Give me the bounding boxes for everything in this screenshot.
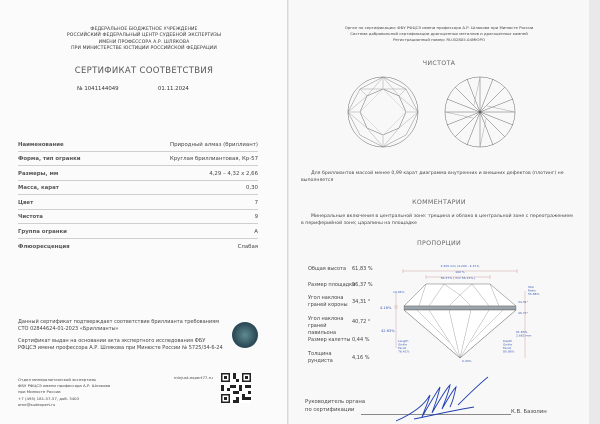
certificate-title: СЕРТИФИКАТ СООТВЕТСТВИЯ	[74, 66, 214, 76]
certificate-number: № 1041144049	[77, 86, 119, 92]
website-link[interactable]: minjust-expert77.ru	[174, 375, 213, 380]
organization-header	[0, 27, 288, 53]
contact-line: Отдел минералогической экспертизы	[18, 377, 97, 382]
row-label: Размеры, мм	[18, 170, 59, 177]
proportion-value: 4,16 %	[352, 355, 370, 361]
row-value: 0,30	[245, 185, 258, 191]
clarity-note: Для бриллиантов массой менее 0,99 карат диаграмма внутренних и внешних дефектов (плотинг) не выполняется	[301, 171, 564, 183]
table-row	[18, 210, 258, 225]
qr-code-icon[interactable]	[221, 373, 251, 403]
row-value: 9	[254, 214, 258, 220]
row-label: Наименование	[18, 141, 64, 148]
row-label: Масса, карат	[18, 185, 59, 191]
total-depth-label: 61.83% 2.662 mm	[516, 330, 532, 338]
compliance-statement: Данный сертификат подтверждает соответствие бриллианта требованиям СТО 02844624-01-2023 «Бриллианты»	[18, 319, 219, 332]
row-value: Слабая	[237, 244, 258, 250]
crown-angle-label: 34.31°	[518, 300, 529, 304]
row-value: А	[254, 228, 258, 235]
row-label: Цвет	[18, 199, 34, 206]
crown-view-icon	[348, 77, 418, 147]
header-line: ПРИ МИНИСТЕРСТВЕ ЮСТИЦИИ РОССИЙСКОЙ ФЕДЕРАЦИИ	[71, 46, 217, 52]
row-value: Природный алмаз (бриллиант)	[170, 141, 258, 148]
proportion-value: 61,83 %	[352, 266, 373, 272]
pavilion-angle-label: 40.72°	[518, 311, 529, 315]
header-line: Орган по сертификации: ФБУ РФЦСЭ имени профессора А.Р. Шлякова при Минюсте России	[344, 25, 534, 30]
row-label: Флюоресценция	[18, 244, 70, 250]
clarity-diagrams	[343, 75, 533, 150]
star-ratio-label: Star Ratio 55.88%	[528, 285, 540, 296]
contact-line: ФБУ РФЦСЭ имени профессора А.Р. Шлякова	[18, 383, 111, 389]
row-value: 4,29 – 4,32 x 2,66	[209, 170, 258, 177]
contact-line: +7 (495) 181-57-57, доб. 3403	[18, 395, 80, 401]
contact-line: при Минюсте России	[18, 389, 61, 395]
pavilion-shape	[404, 310, 516, 358]
signature-icon	[384, 375, 494, 424]
culet-label: 0.44%	[462, 359, 472, 363]
signer-title-line: Руководитель органа	[305, 399, 366, 405]
crown-height-label: 14.04%	[393, 290, 405, 294]
lower-girdle-depth-label: Depth Girdle Facet 80.98%	[503, 339, 515, 354]
header-line: Система добровольной сертификации драгоценных металлов и драгоценных камней	[350, 31, 528, 36]
proportion-label: Размер площадки	[308, 282, 356, 288]
proportion-label: Угол наклона граней короны	[308, 295, 348, 308]
certification-body-header	[289, 25, 589, 43]
row-value: Круглая бриллиантовая, Кр-57	[169, 156, 258, 162]
table-label: 56.37% ( min 56.15% )	[440, 276, 476, 280]
clarity-title: ЧИСТОТА	[422, 60, 456, 67]
width-label: 100 %	[455, 270, 465, 274]
contact-email: ome@sudexpert.ru	[18, 401, 56, 407]
comments-title: КОММЕНТАРИИ	[412, 199, 466, 206]
signer-name: К.В. Базолин	[511, 409, 547, 415]
table-row	[18, 137, 258, 152]
table-row	[18, 152, 258, 167]
table-row	[18, 239, 258, 254]
header-line: ИМЕНИ ПРОФЕССОРА А.Р. ШЛЯКОВА	[98, 39, 190, 45]
certificate-left-page	[0, 0, 288, 424]
proportion-label: Угол наклона граней павильона	[308, 316, 344, 336]
header-line: РОССИЙСКИЙ ФЕДЕРАЛЬНЫЙ ЦЕНТР СУДЕБНОЙ ЭКСПЕРТИЗЫ	[66, 33, 222, 39]
row-label: Форма, тип огранки	[18, 156, 81, 162]
pavilion-view-icon	[445, 77, 515, 147]
proportion-value: 34,31 °	[352, 299, 371, 305]
proportion-value: 56,37 %	[352, 282, 373, 288]
comments-text: Минеральные включения в центральной зоне: трещина и облако в центральной зоне с переотражением в периферийной зоне; царапины на площадке	[301, 214, 573, 226]
certificate-right-page	[289, 0, 589, 424]
signer-title	[305, 398, 365, 414]
certificate-date: 01.11.2024	[158, 86, 189, 92]
signer-title-line: по сертификации	[305, 407, 355, 413]
diameter-label: 4.305 mm (4.290 - 4.317)	[440, 264, 480, 268]
lower-girdle-length-label: Length Girdle Facet 76.41%	[398, 339, 410, 354]
girdle-label: 4.16%	[380, 306, 392, 310]
contact-info	[18, 377, 110, 408]
row-value: 7	[254, 199, 258, 206]
girdle-shape	[404, 306, 516, 310]
pavilion-depth-label: 42.63%	[381, 329, 395, 333]
proportion-label: Общая высота	[308, 266, 347, 272]
proportion-value: 40,72 °	[352, 319, 371, 325]
table-row	[18, 166, 258, 181]
proportion-label: Толщина рундиста	[308, 351, 333, 364]
row-label: Группа огранки	[18, 228, 67, 235]
proportions-diagram	[380, 262, 549, 368]
proportion-value: 0,44 %	[352, 337, 370, 343]
table-row	[18, 195, 258, 210]
table-row	[18, 181, 258, 196]
hologram-seal-icon	[232, 322, 258, 348]
table-row	[18, 224, 258, 239]
basis-statement: Сертификат выдан на основании акта экспертного исследования ФБУ РФЦСЭ имени профессора А.Р. Шлякова при Минюсте России № 5725/34-6-24	[18, 338, 223, 351]
header-line: Регистрационный номер: RU.B2805.04МЮРО	[393, 37, 485, 42]
row-label: Чистота	[18, 214, 43, 220]
proportions-title: ПРОПОРЦИИ	[417, 240, 461, 247]
proportion-label: Размер калетты	[308, 337, 351, 343]
header-line: ФЕДЕРАЛЬНОЕ БЮДЖЕТНОЕ УЧРЕЖДЕНИЕ	[90, 27, 198, 32]
